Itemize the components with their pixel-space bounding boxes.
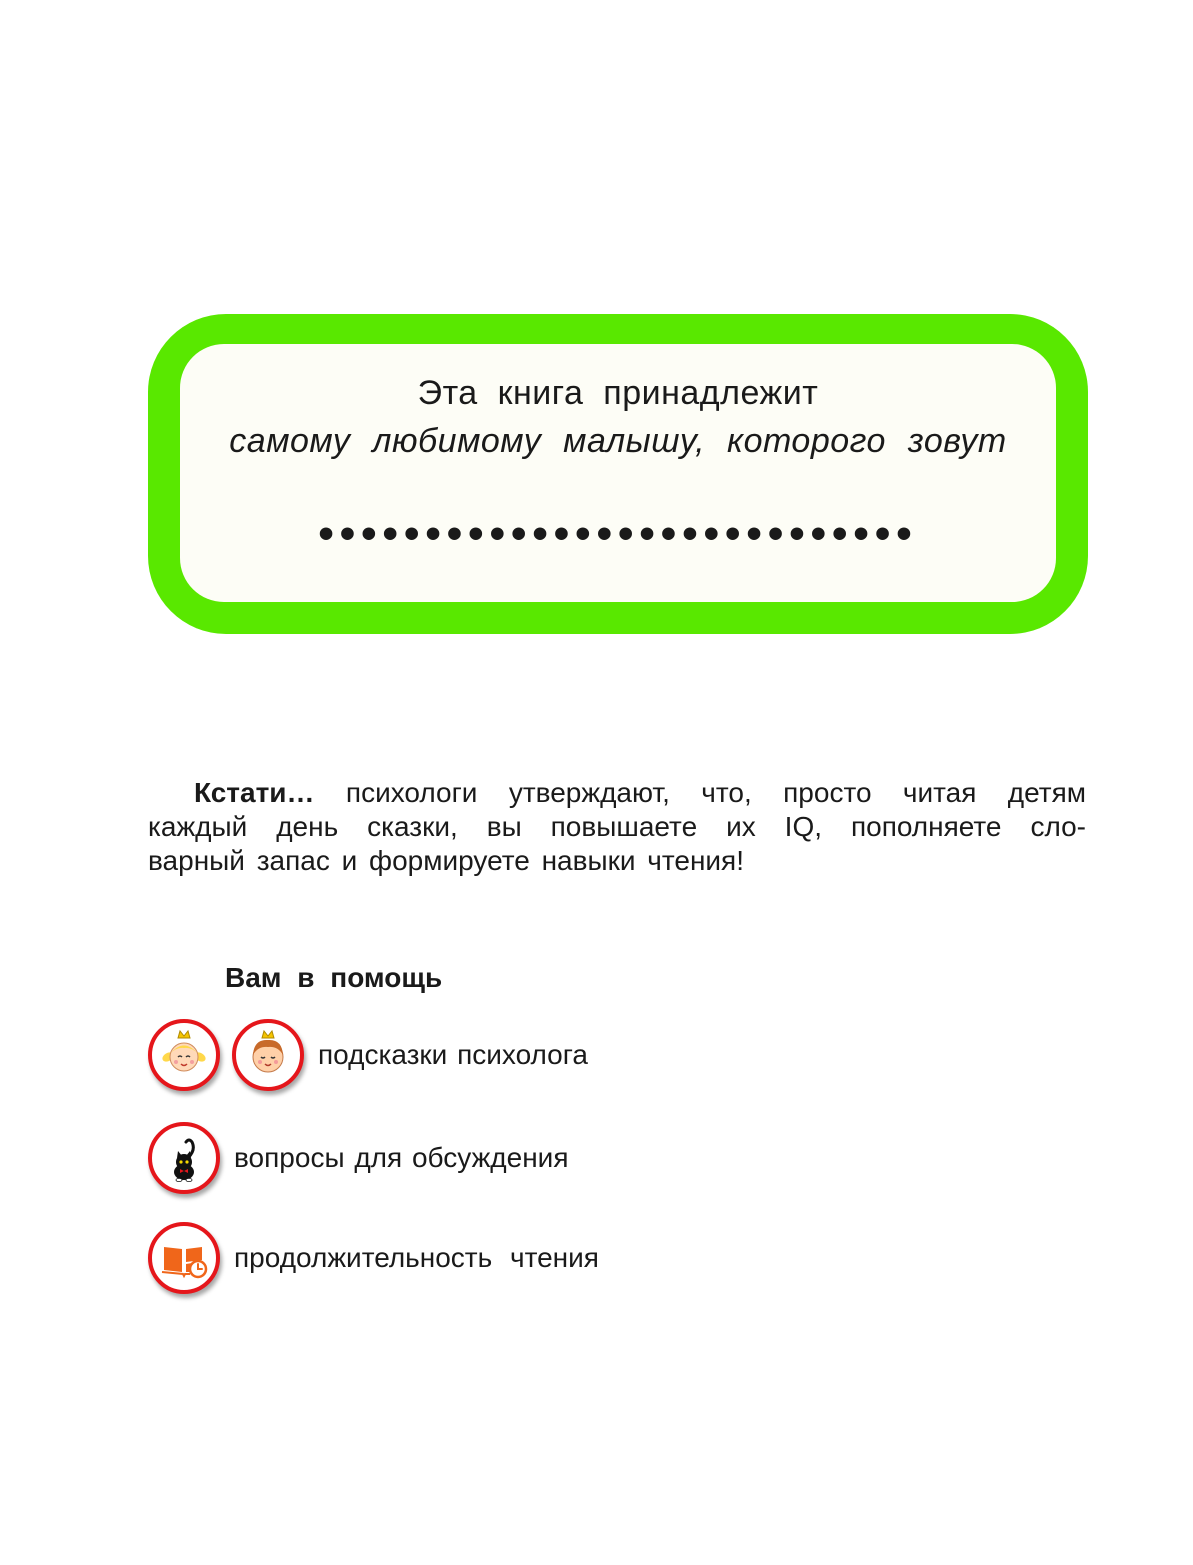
girl-face-icon (148, 1019, 220, 1091)
legend-label-discussion-questions: вопросы для обсуждения (234, 1142, 569, 1173)
boy-face-icon (232, 1019, 304, 1091)
legend-label-reading-time: продолжительность чтения (234, 1242, 599, 1273)
ownership-subtitle: самому любимому малышу, которого зовут (229, 422, 1007, 460)
legend-label-psychologist-tips: подсказки психолога (318, 1039, 588, 1070)
legend-item-discussion-questions (148, 1122, 568, 1194)
help-heading: Вам в помощь (225, 962, 443, 993)
note-text-1: психологи утверждают, что, просто читая детям (345, 777, 1086, 808)
note-lead: Кстати… (194, 777, 315, 808)
legend-item-psychologist-tips (148, 1019, 588, 1091)
note-paragraph (148, 776, 1086, 878)
note-line-2: каждый день сказки, вы повышаете их IQ, пополняете сло- (148, 811, 1086, 842)
book-clock-icon (148, 1222, 220, 1294)
legend-item-reading-time (148, 1222, 599, 1294)
note-line-3: варный запас и формируете навыки чтения! (148, 845, 744, 876)
black-cat-icon (148, 1122, 220, 1194)
ownership-plate (180, 344, 1056, 602)
ownership-title: Эта книга принадлежит (417, 374, 819, 412)
note-line-1 (148, 776, 1086, 810)
name-blank-line: •••••••••••••••••••••••••••• (318, 509, 918, 558)
